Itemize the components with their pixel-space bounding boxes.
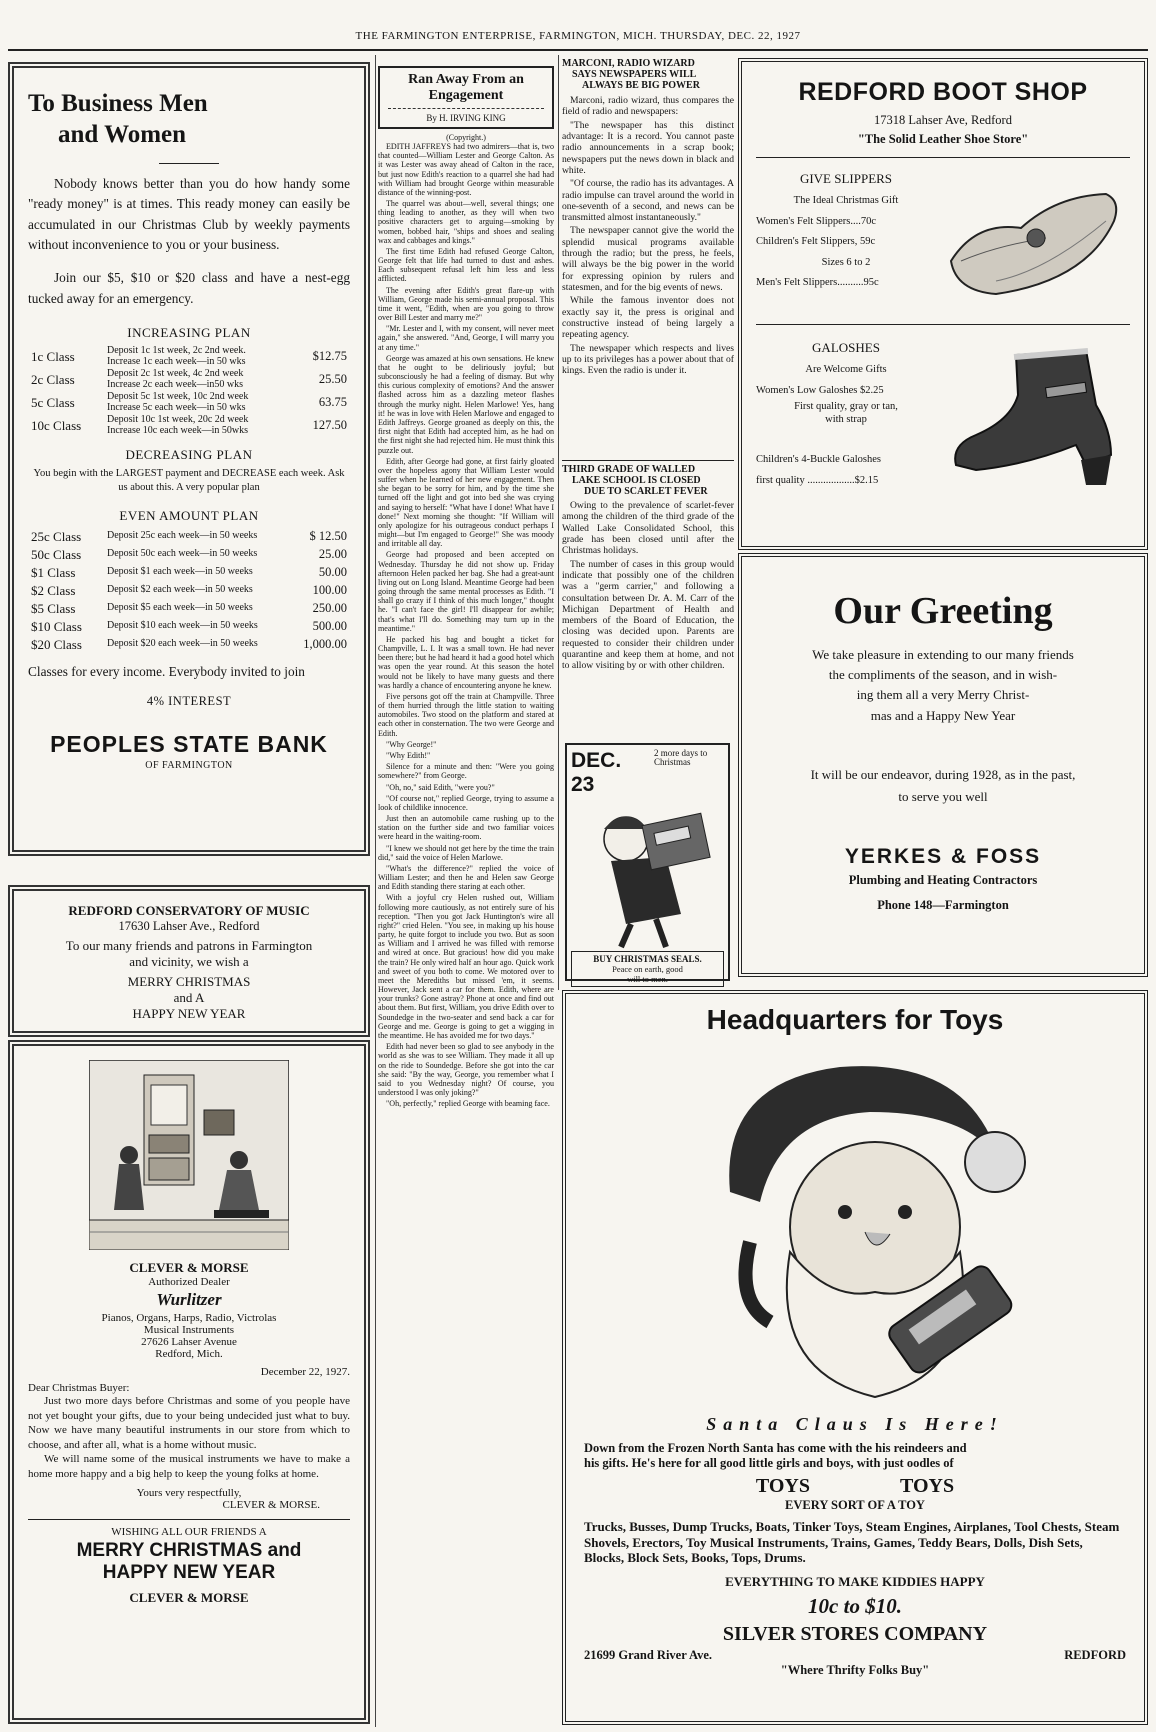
clever-name: CLEVER & MORSE bbox=[129, 1260, 249, 1275]
column-rule-1 bbox=[375, 55, 376, 1727]
even-plan-row bbox=[28, 528, 350, 546]
plan-description-line1: Deposit 10c 1st week, 20c 2d week bbox=[107, 414, 249, 426]
plan-description: Deposit $10 each week—in 50 weeks bbox=[107, 620, 258, 632]
clever-signature: CLEVER & MORSE. bbox=[222, 1499, 320, 1512]
plan-description: Deposit $20 each week—in 50 weeks bbox=[107, 638, 258, 650]
conservatory-line2: and vicinity, we wish a bbox=[129, 954, 249, 969]
boot-shop-slogan: "The Solid Leather Shoe Store" bbox=[857, 132, 1029, 146]
column-rule-2 bbox=[558, 55, 559, 990]
galoshes-item1: Women's Low Galoshes $2.25 bbox=[756, 384, 884, 396]
story-title-line1: Ran Away From an bbox=[408, 72, 524, 87]
slippers-sub: The Ideal Christmas Gift bbox=[793, 195, 899, 207]
even-plan-row bbox=[28, 618, 350, 636]
plan-description: Deposit $2 each week—in 50 weeks bbox=[107, 584, 253, 596]
clever-para2: We will name some of the musical instruments we have to make a home more happy and a big help to keep the young folks at home. bbox=[28, 1453, 350, 1480]
plan-class: $10 Class bbox=[31, 618, 82, 634]
bank-headline-line1: To Business Men bbox=[28, 90, 208, 117]
clever-dealer: Authorized Dealer bbox=[148, 1276, 230, 1288]
slippers-item2: Children's Felt Slippers, 59c bbox=[756, 236, 876, 248]
story-paragraph: With a joyful cry Helen rushed out, William following more cautiously, as not entirely sure of his reception. "Then you got Jack Huntington's wire all right?" cried Helen. "You see, in making up his house party, he quite forgot to include you two. But as soon as William and I arrived he was filled with remorse and wired at once. But gracious! how did you make the train? He only wired half an hour ago. Quick work and sweet of you both to come. We motored over to meet the Merediths but missed 'em, it seems. However, Jack sent a car for them. Edith, where are your trunks? Gone astray? Phone at once and find out about them. But first, William, you drive Edith over to Soundedge in the two-seater and send back a car for George and me. George is going to get a wigging in the meantime. He has avoided me for two days." bbox=[378, 893, 554, 1040]
greeting-line2: the compliments of the season, and in wish- bbox=[828, 666, 1058, 682]
clever-wish: WISHING ALL OUR FRIENDS A bbox=[111, 1526, 267, 1539]
plan-amount: 100.00 bbox=[312, 583, 347, 597]
increasing-plan-row bbox=[28, 368, 350, 391]
story-paragraph: "Oh, perfectly," replied George with beaming face. bbox=[386, 1099, 550, 1109]
greeting-line3: ing them all a very Merry Christ- bbox=[856, 687, 1030, 703]
clever-para1: Just two more days before Christmas and some of you people have not yet bought your gifts, due to your being undecided just what to buy. Now we have many beautiful instruments in our store from which to choose, and after all, what is a home without music. bbox=[28, 1395, 350, 1451]
bank-name: PEOPLES STATE BANK bbox=[50, 730, 328, 757]
even-plan-row bbox=[28, 636, 350, 654]
story-paragraph: "Of course not," replied George, trying to assume a look of childlike innocence. bbox=[378, 793, 554, 812]
galoshes-title: GALOSHES bbox=[812, 340, 880, 355]
story-paragraph: The first time Edith had refused George Calton, George felt that life had turned to dust and ashes. Each subsequent refusal left him less and less afflicted. bbox=[378, 246, 554, 284]
conservatory-name: REDFORD CONSERVATORY OF MUSIC bbox=[68, 903, 310, 918]
clever-salutation: Dear Christmas Buyer: bbox=[28, 1382, 130, 1394]
christmas-seals-box bbox=[565, 743, 730, 984]
toys-city: REDFORD bbox=[1064, 1647, 1126, 1662]
plan-class: $20 Class bbox=[31, 636, 82, 652]
story-column bbox=[378, 58, 554, 1726]
toys-store: SILVER STORES COMPANY bbox=[722, 1622, 988, 1645]
plan-class: 2c Class bbox=[31, 371, 75, 387]
story-paragraph: Edith, after George had gone, at first fairly gloated over the hopeless agony that William Lester would suffer when he learned of her new engagement. Then she began to be sorry for him, and by the time she turned off the light and got into bed she was crying and saying to herself: "What have I done! What have I done!" Next morning she thought: "If William will only apologize for his outrageous conduct perhaps I might—but I'm engaged to George!" She was moody and irritable all day. bbox=[378, 456, 554, 549]
walled-head2: LAKE SCHOOL IS CLOSED bbox=[572, 475, 701, 486]
plan-class: 25c Class bbox=[31, 528, 82, 544]
story-paragraph: The quarrel was about—well, several things; one thing leading to another, as they will when two positive characters get to arguing—smoking by women, bobbed hair, "ships and shoes and sealing wax and cabbages and kings." bbox=[378, 199, 554, 245]
walled-head3: DUE TO SCARLET FEVER bbox=[584, 486, 708, 497]
greeting-trade: Plumbing and Heating Contractors bbox=[848, 872, 1038, 887]
plan-amount: 63.75 bbox=[318, 395, 347, 410]
bank-ad bbox=[8, 62, 370, 856]
story-title-line2: Engagement bbox=[428, 88, 504, 103]
walled-head1: THIRD GRADE OF WALLED bbox=[562, 464, 696, 475]
bank-interest: 4% INTEREST bbox=[146, 693, 232, 708]
plan-description bbox=[104, 391, 274, 414]
decreasing-plan-title: DECREASING PLAN bbox=[125, 447, 253, 463]
story-paragraph: "Why George!" bbox=[386, 739, 437, 749]
story-title-box bbox=[378, 66, 554, 129]
plan-amount: 25.50 bbox=[318, 372, 347, 387]
walled-body bbox=[562, 500, 734, 672]
clever-happy: HAPPY NEW YEAR bbox=[102, 1562, 276, 1584]
plan-description-line2: Increase 2c each week—in50 wks bbox=[107, 378, 244, 390]
story-paragraph: "Mr. Lester and I, with my consent, will never meet again," she answered. "And, George, I will marry you at any time." bbox=[378, 324, 554, 352]
toys-address: 21699 Grand River Ave. bbox=[584, 1647, 713, 1662]
story-byline: By H. IRVING KING bbox=[426, 113, 506, 123]
conservatory-address: 17630 Lahser Ave., Redford bbox=[118, 919, 260, 933]
bank-classes-line: Classes for every income. Everybody invited to join bbox=[28, 663, 305, 679]
plan-description: Deposit 25c each week—in 50 weeks bbox=[107, 530, 258, 542]
story-paragraph: EDITH JAFFREYS had two admirers—that is, two that counted—William Lester and George Calton. As it was Lester was away ahead of Calton in the race, but just now Edith's reaction to a quarrel she had had with William had brought George within measurable distance of the winning-post. bbox=[378, 142, 554, 197]
seals-date-row bbox=[571, 749, 724, 797]
greeting-line4: mas and a Happy New Year bbox=[870, 708, 1016, 724]
plan-class: $1 Class bbox=[31, 564, 76, 580]
toys-list: Trucks, Busses, Dump Trucks, Boats, Tinker Toys, Steam Engines, Airplanes, Tool Chests, Steam Shovels, Erectors, Toy Musical Instruments, Trains, Games, Teddy Bears, Dolls, Dish Sets, Blocks, Block Sets, Books, Tops, Drums. bbox=[584, 1519, 1120, 1566]
plan-amount: 1,000.00 bbox=[303, 637, 347, 651]
galoshes-text bbox=[756, 335, 936, 495]
story-paragraph: Edith had never been so glad to see anybody in the world as she was to see William. They made it all up on the ride to Soundedge. Before she got into the car she said: "By the way, George, you remember what I said to you Wednesday night? Of course, you understood I was only joking?" bbox=[378, 1042, 554, 1098]
walled-headline bbox=[562, 464, 734, 497]
clever-city: Redford, Mich. bbox=[155, 1348, 223, 1360]
masthead: THE FARMINGTON ENTERPRISE, FARMINGTON, MICH. THURSDAY, DEC. 22, 1927 bbox=[355, 30, 801, 42]
marconi-head3: ALWAYS BE BIG POWER bbox=[582, 80, 700, 91]
plan-description bbox=[104, 414, 274, 437]
story-paragraph: "Oh, no," said Edith, "were you?" bbox=[386, 782, 495, 792]
slippers-item1: Women's Felt Slippers....70c bbox=[756, 215, 877, 227]
toys-title: Headquarters for Toys bbox=[706, 1004, 1004, 1035]
story-paragraph: "I knew we should not get here by the time the train did," said the voice of Helen Marlowe. bbox=[378, 843, 554, 862]
increasing-plan-title: INCREASING PLAN bbox=[127, 325, 251, 341]
toys-right: TOYS bbox=[900, 1475, 955, 1497]
greeting-company: YERKES & FOSS bbox=[844, 844, 1042, 868]
toys-everything: EVERYTHING TO MAKE KIDDIES HAPPY bbox=[725, 1573, 985, 1589]
plan-description-line2: Increase 10c each week—in 50wks bbox=[107, 424, 249, 436]
even-plan-row bbox=[28, 546, 350, 564]
plan-class: 1c Class bbox=[31, 348, 75, 364]
story-paragraph: Just then an automobile came rushing up to the station on the further side and two familiar voices were heard in the waiting-room. bbox=[378, 814, 554, 842]
marconi-paragraph: While the famous inventor does not exactly say it, the press is original and constructive instead of being largely a repeating agency. bbox=[562, 295, 734, 341]
galosh-illustration bbox=[936, 335, 1126, 495]
clever-products2: Musical Instruments bbox=[143, 1324, 235, 1336]
boot-shop-rule2 bbox=[756, 324, 1130, 325]
marconi-paragraph: The newspaper which respects and lives up to its privileges has a power about that of kings. Even the radio is under it. bbox=[562, 342, 734, 377]
plan-class: $2 Class bbox=[31, 582, 76, 598]
galoshes-section bbox=[756, 335, 1130, 495]
plan-description-line2: Increase 5c each week—in 50 wks bbox=[107, 401, 246, 413]
toys-santa: Santa Claus Is Here! bbox=[706, 1414, 1004, 1434]
greeting-line5: It will be our endeavor, during 1928, as in the past, bbox=[810, 766, 1076, 782]
conservatory-line5: HAPPY NEW YEAR bbox=[132, 1006, 246, 1021]
toys-every: EVERY SORT OF A TOY bbox=[785, 1498, 925, 1512]
plan-class: 5c Class bbox=[31, 394, 75, 410]
clever-merry: MERRY CHRISTMAS and bbox=[76, 1540, 302, 1562]
greeting-ad bbox=[738, 553, 1148, 977]
plan-description-line1: Deposit 1c 1st week, 2c 2nd week. bbox=[107, 345, 246, 357]
toys-ad bbox=[562, 990, 1148, 1725]
story-paragraph: Five persons got off the train at Champville. Three of them hurried through the little station to waiting automobiles. Two stood on the platform and stared at each other in consternation. The two were George and Edith. bbox=[378, 691, 554, 738]
bank-headline-line2: and Women bbox=[58, 121, 187, 149]
conservatory-ad bbox=[8, 885, 370, 1037]
plan-description: Deposit 50c each week—in 50 weeks bbox=[107, 548, 258, 560]
santa-illustration bbox=[640, 1042, 1070, 1412]
plan-class: 10c Class bbox=[31, 417, 82, 433]
marconi-body bbox=[562, 95, 734, 377]
child-with-toys-illustration bbox=[571, 799, 726, 949]
masthead-rule bbox=[8, 49, 1148, 51]
plan-amount: 500.00 bbox=[312, 619, 347, 633]
marconi-paragraph: "The newspaper has this distinct advantage: It is a record. You cannot paste radio announcements in a scrap book; newspapers put the news down in black and white. bbox=[562, 119, 734, 176]
clever-divider bbox=[28, 1519, 350, 1520]
walled-lake-column bbox=[562, 460, 734, 750]
seals-days: 2 more days to Christmas bbox=[654, 748, 708, 768]
plan-class: $5 Class bbox=[31, 600, 76, 616]
galoshes-item4: Children's 4-Buckle Galoshes bbox=[756, 454, 881, 466]
toys-slogan: "Where Thrifty Folks Buy" bbox=[780, 1662, 930, 1677]
galoshes-item3: with strap bbox=[825, 413, 867, 425]
bank-intro: Nobody knows better than you do how handy some "ready money" is at times. This ready money can easily be accumulated in our Christmas Club by weekly payments without inconvenience to you or your business. bbox=[28, 175, 350, 253]
toys-heading-row bbox=[584, 1475, 1126, 1498]
greeting-title: Our Greeting bbox=[833, 590, 1053, 632]
bank-join: Join our $5, $10 or $20 class and have a nest-egg tucked away for an emergency. bbox=[28, 269, 350, 306]
clever-closing: Yours very respectfully, bbox=[136, 1487, 242, 1500]
plan-description-line2: Increase 1c each week—in 50 wks bbox=[107, 355, 246, 367]
greeting-phone: Phone 148—Farmington bbox=[877, 897, 1009, 912]
increasing-plan-row bbox=[28, 391, 350, 414]
toys-line1: Down from the Frozen North Santa has come with the his reindeers and bbox=[584, 1441, 967, 1455]
plan-description: Deposit $1 each week—in 50 weeks bbox=[107, 566, 253, 578]
walled-paragraph: The number of cases in this group would indicate that possibly one of the children was a "germ carrier," and following a consultation between Dr. A. M. Carr of the Michigan Department of Health and members of the Board of Education, the closing was decided upon. Parents are requested to consider their children under quarantine and keep them at home, and not to allow visiting by or with other children. bbox=[562, 558, 734, 672]
greeting-line6: to serve you well bbox=[898, 788, 988, 804]
slippers-title: GIVE SLIPPERS bbox=[799, 171, 893, 186]
plan-class: 50c Class bbox=[31, 546, 82, 562]
plan-amount: $ 12.50 bbox=[309, 529, 347, 543]
marconi-paragraph: "Of course, the radio has its advantages. A radio impulse can travel around the world in one-seventh of a second, and news can be transmitted almost instantaneously." bbox=[562, 178, 734, 224]
plan-description: Deposit $5 each week—in 50 weeks bbox=[107, 602, 253, 614]
story-paragraph: "Why Edith!" bbox=[386, 751, 431, 760]
greeting-line1: We take pleasure in extending to our many friends bbox=[812, 647, 1074, 662]
bank-divider bbox=[159, 163, 219, 164]
seals-buy: BUY CHRISTMAS SEALS. bbox=[593, 954, 702, 964]
even-plan-title: EVEN AMOUNT PLAN bbox=[119, 507, 259, 523]
slipper-illustration bbox=[936, 166, 1126, 316]
marconi-paragraph: Marconi, radio wizard, thus compares the field of radio and newspapers: bbox=[562, 95, 734, 118]
story-paragraph: George had proposed and been accepted on Wednesday. Thursday he did not show up. Friday afternoon Helen packed her bag. She had a great-aunt living out on Long Island. Meantime George had been going through the same mental processes as Edith. "I shall go crazy if I think of this much longer," thought he. "I can't face the girl! I'll disappear for awhile; that's what I'll do. Something may turn up in the meantime." bbox=[378, 550, 554, 633]
slippers-section bbox=[756, 166, 1130, 316]
boot-shop-name: REDFORD BOOT SHOP bbox=[798, 78, 1088, 106]
even-plan-row bbox=[28, 600, 350, 618]
slippers-item3: Sizes 6 to 2 bbox=[821, 256, 871, 268]
plan-amount: 50.00 bbox=[318, 565, 347, 579]
marconi-headline bbox=[562, 58, 734, 91]
seals-date: DEC. 23 bbox=[571, 749, 622, 796]
toys-line2: his gifts. He's here for all good little girls and boys, with just oodles of bbox=[584, 1456, 954, 1470]
conservatory-line1: To our many friends and patrons in Farmington bbox=[65, 938, 313, 953]
walled-paragraph: Owing to the prevalence of scarlet-fever among the children of the third grade of the Walled Lake Consolidated School, this grade has been closed until after the Christmas holidays. bbox=[562, 500, 734, 557]
boot-shop-ad bbox=[738, 58, 1148, 550]
plan-description bbox=[104, 368, 274, 391]
clever-date: December 22, 1927. bbox=[260, 1366, 350, 1378]
conservatory-line4: and A bbox=[173, 990, 205, 1005]
marconi-head2: SAYS NEWSPAPERS WILL bbox=[572, 69, 697, 80]
plan-amount: 250.00 bbox=[312, 601, 347, 615]
toys-left: TOYS bbox=[755, 1475, 810, 1497]
seals-will: will to men. bbox=[627, 974, 668, 984]
plan-amount: 127.50 bbox=[312, 418, 347, 433]
plan-description bbox=[104, 345, 274, 368]
decreasing-plan-text: You begin with the LARGEST payment and DECREASE each week. Ask us about this. A very popular plan bbox=[33, 468, 345, 494]
clever-footer: CLEVER & MORSE bbox=[129, 1590, 249, 1606]
plan-amount: $12.75 bbox=[312, 349, 347, 364]
marconi-head1: MARCONI, RADIO WIZARD bbox=[562, 58, 695, 69]
clever-products: Pianos, Organs, Harps, Radio, Victrolas bbox=[101, 1312, 277, 1324]
boot-shop-address: 17318 Lahser Ave, Redford bbox=[874, 113, 1012, 127]
boot-shop-rule bbox=[756, 157, 1130, 158]
seals-peace: Peace on earth, good bbox=[612, 964, 683, 974]
even-plan-row bbox=[28, 564, 350, 582]
slippers-text bbox=[756, 166, 936, 316]
even-plan-table bbox=[28, 528, 350, 654]
plan-description-line1: Deposit 5c 1st week, 10c 2nd week bbox=[107, 391, 249, 403]
galoshes-item2: First quality, gray or tan, bbox=[794, 401, 898, 413]
even-plan-row bbox=[28, 582, 350, 600]
story-title-rule bbox=[388, 108, 544, 109]
story-paragraph: "What's the difference?" replied the voice of William Lester; and then he and Helen saw George and Edith standing there staring at each other. bbox=[378, 863, 554, 892]
clever-address: 27626 Lahser Avenue bbox=[141, 1336, 237, 1348]
story-copyright: (Copyright.) bbox=[446, 133, 486, 142]
walled-rule bbox=[562, 460, 734, 461]
music-room-illustration bbox=[89, 1060, 289, 1250]
story-paragraph: Silence for a minute and then: "Were you going somewhere?" from George. bbox=[378, 762, 554, 781]
increasing-plan-table bbox=[28, 345, 350, 437]
news-column bbox=[562, 58, 734, 490]
toys-address-row bbox=[584, 1648, 1126, 1663]
story-paragraph: He packed his bag and bought a ticket for Champville, L. I. It was a small town. He had never been there; but he had heard it had a good hotel which was open the year round. At this season the hotel would not be likely to have many guests and there was hardly a chance of encountering anyone he knew. bbox=[378, 634, 554, 690]
story-paragraph: George was amazed at his own sensations. He knew that he ought to be deliriously joyful; but subconsciously he had a feeling of dismay. But why this curious complexity of emotions? And the answer flashed across him as a dazzling meteor flashes through the murky night. Helen Marlowe! Yes, hang it! he was in love with Helen Marlowe and engaged to Edith Jaffreys. George groaned as deeply on this, the first night that Edith had accepted him, as he had on the first night she had rejected him. He must think this puzzle out. bbox=[378, 353, 554, 455]
plan-description-line1: Deposit 2c 1st week, 4c 2nd week bbox=[107, 368, 244, 380]
marconi-paragraph: The newspaper cannot give the world the splendid musical programs available through the radio; but the press, he feels, will always be the big power in the world for expressing opinion by rulers and statesmen, and for the big events of news. bbox=[562, 225, 734, 293]
galoshes-item5: first quality ..................$2.15 bbox=[756, 474, 879, 486]
seals-caption bbox=[571, 951, 724, 987]
plan-amount: 25.00 bbox=[318, 547, 347, 561]
increasing-plan-row bbox=[28, 345, 350, 368]
bank-city: OF FARMINGTON bbox=[145, 759, 233, 771]
conservatory-line3: MERRY CHRISTMAS bbox=[127, 974, 251, 989]
toys-price: 10c to $10. bbox=[808, 1593, 902, 1618]
bank-headline bbox=[28, 88, 350, 151]
clever-brand: Wurlitzer bbox=[156, 1290, 222, 1309]
slippers-item4: Men's Felt Slippers..........95c bbox=[756, 277, 879, 289]
story-paragraph: The evening after Edith's great flare-up with William, George made his semi-annual proposal. This time it went, "Edith, when are you going to throw over Bill Lester and marry me?" bbox=[378, 285, 554, 323]
story-body bbox=[378, 142, 554, 1108]
galoshes-sub: Are Welcome Gifts bbox=[805, 364, 887, 376]
increasing-plan-row bbox=[28, 414, 350, 437]
clever-morse-ad bbox=[8, 1040, 370, 1724]
